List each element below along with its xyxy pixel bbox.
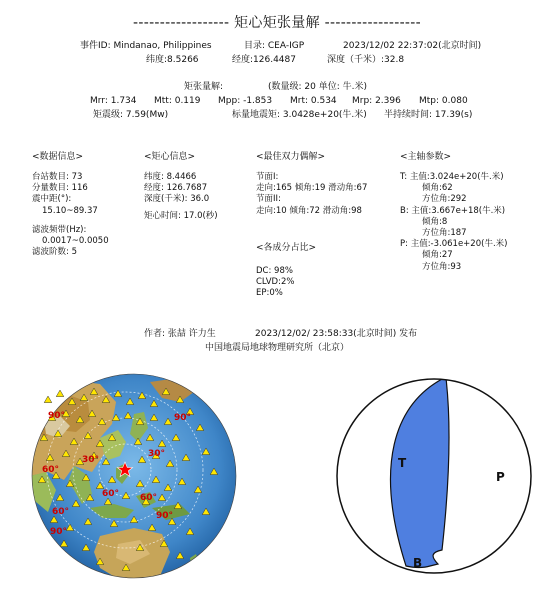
- event-latitude: 纬度:8.5266: [146, 55, 199, 65]
- filter-band-range: 0.0017~0.0050: [42, 236, 109, 247]
- epicentral-distance-label: 震中距(°):: [32, 194, 72, 205]
- centroid-time: 矩心时间: 17.0(秒): [144, 210, 218, 221]
- distance-ring-label: 90°: [174, 413, 192, 423]
- moment-unit-note: (数量级: 20 单位: 牛.米): [268, 82, 367, 92]
- component-count: 分量数目: 116: [32, 183, 88, 194]
- t-axis-value: T: 主值:3.024e+20(牛.米): [400, 172, 504, 182]
- distance-ring-label: 60°: [52, 507, 70, 517]
- principal-axes-list: [400, 172, 507, 273]
- centroid-heading: <矩心信息>: [144, 152, 196, 162]
- station-count: 台站数目: 73: [32, 172, 83, 182]
- scalar-moment: 标量地震矩: 3.0428e+20(牛.米): [232, 110, 367, 120]
- data-info-heading: <数据信息>: [32, 152, 84, 162]
- ep-ratio: EP:0%: [256, 288, 283, 299]
- distance-ring-label: 90°: [50, 527, 68, 537]
- double-couple-heading: <最佳双力偶解>: [256, 152, 326, 162]
- page-title: ------------------ 矩心矩张量解 ------------------: [133, 15, 421, 31]
- focal-mechanism-beachball: [334, 376, 534, 576]
- distance-ring-label: 30°: [148, 449, 166, 459]
- centroid-list: [144, 172, 218, 222]
- principal-axes-heading: <主轴参数>: [400, 152, 452, 162]
- centroid-longitude: 经度: 126.7687: [144, 183, 208, 194]
- dc-ratio: DC: 98%: [256, 266, 293, 276]
- centroid-latitude: 纬度: 8.4466: [144, 172, 197, 182]
- station-map: [30, 372, 238, 580]
- p-axis-azimuth: 方位角:93: [422, 261, 462, 272]
- distance-ring-label: 30°: [82, 455, 100, 465]
- nodal-plane-2-values: 走向:10 倾角:72 滑动角:98: [256, 205, 362, 216]
- component-ratio-list: [256, 266, 294, 300]
- double-couple-list: [256, 172, 367, 217]
- mrt-value: Mrt: 0.534: [290, 96, 337, 106]
- p-axis-value: P: 主值:-3.061e+20(牛.米): [400, 239, 508, 250]
- nodal-plane-1-label: 节面I:: [256, 172, 279, 182]
- b-axis-azimuth: 方位角:187: [422, 228, 467, 239]
- component-ratio-heading: <各成分占比>: [256, 243, 317, 253]
- data-info-list: [32, 172, 109, 258]
- distance-ring-label: 90°: [48, 411, 66, 421]
- publish-time: 2023/12/02/ 23:58:33(北京时间) 发布: [255, 329, 418, 339]
- distance-ring-label: 60°: [140, 493, 158, 503]
- filter-order: 滤波阶数: 5: [32, 247, 77, 258]
- moment-label: 矩张量解:: [184, 82, 224, 92]
- epicentral-distance-range: 15.10~89.37: [42, 205, 98, 216]
- distance-ring-label: 90°: [156, 511, 174, 521]
- p-axis-plunge: 倾角:27: [422, 250, 453, 261]
- nodal-plane-2-label: 节面II:: [256, 194, 281, 205]
- nodal-plane-1-values: 走向:165 倾角:19 滑动角:67: [256, 183, 368, 194]
- distance-ring-label: 60°: [42, 465, 60, 475]
- t-axis-plunge: 倾角:62: [422, 183, 453, 194]
- t-axis-label: T: [398, 456, 407, 470]
- mtp-value: Mtp: 0.080: [419, 96, 468, 106]
- clvd-ratio: CLVD:2%: [256, 277, 295, 288]
- mrp-value: Mrp: 2.396: [352, 96, 401, 106]
- distance-ring-label: 60°: [102, 489, 120, 499]
- b-axis-label: B: [413, 556, 423, 570]
- mtt-value: Mtt: 0.119: [154, 96, 201, 106]
- t-axis-azimuth: 方位角:292: [422, 194, 467, 205]
- organization: 中国地震局地球物理研究所（北京）: [204, 343, 349, 353]
- author: 作者: 张喆 许力生: [144, 329, 216, 339]
- moment-magnitude: 矩震级: 7.59(Mw): [93, 110, 169, 120]
- b-axis-plunge: 倾角:8: [422, 216, 448, 227]
- b-axis-value: B: 主值:3.667e+18(牛.米): [400, 205, 506, 216]
- half-duration: 半持续时间: 17.39(s): [384, 110, 473, 120]
- mpp-value: Mpp: -1.853: [218, 96, 273, 106]
- catalog: 目录: CEA-IGP: [244, 41, 305, 51]
- event-time: 2023/12/02 22:37:02(北京时间): [343, 41, 482, 51]
- event-longitude: 经度:126.4487: [232, 55, 296, 65]
- p-axis-label: P: [496, 470, 505, 484]
- event-id: 事件ID: Mindanao, Philippines: [80, 41, 212, 51]
- filter-band-label: 滤波频带(Hz):: [32, 224, 87, 235]
- station-marker: [56, 390, 64, 397]
- mrr-value: Mrr: 1.734: [90, 96, 137, 106]
- centroid-depth: 深度(千米): 36.0: [144, 194, 210, 205]
- event-depth: 深度（千米）:32.8: [327, 55, 405, 65]
- station-marker: [44, 396, 52, 403]
